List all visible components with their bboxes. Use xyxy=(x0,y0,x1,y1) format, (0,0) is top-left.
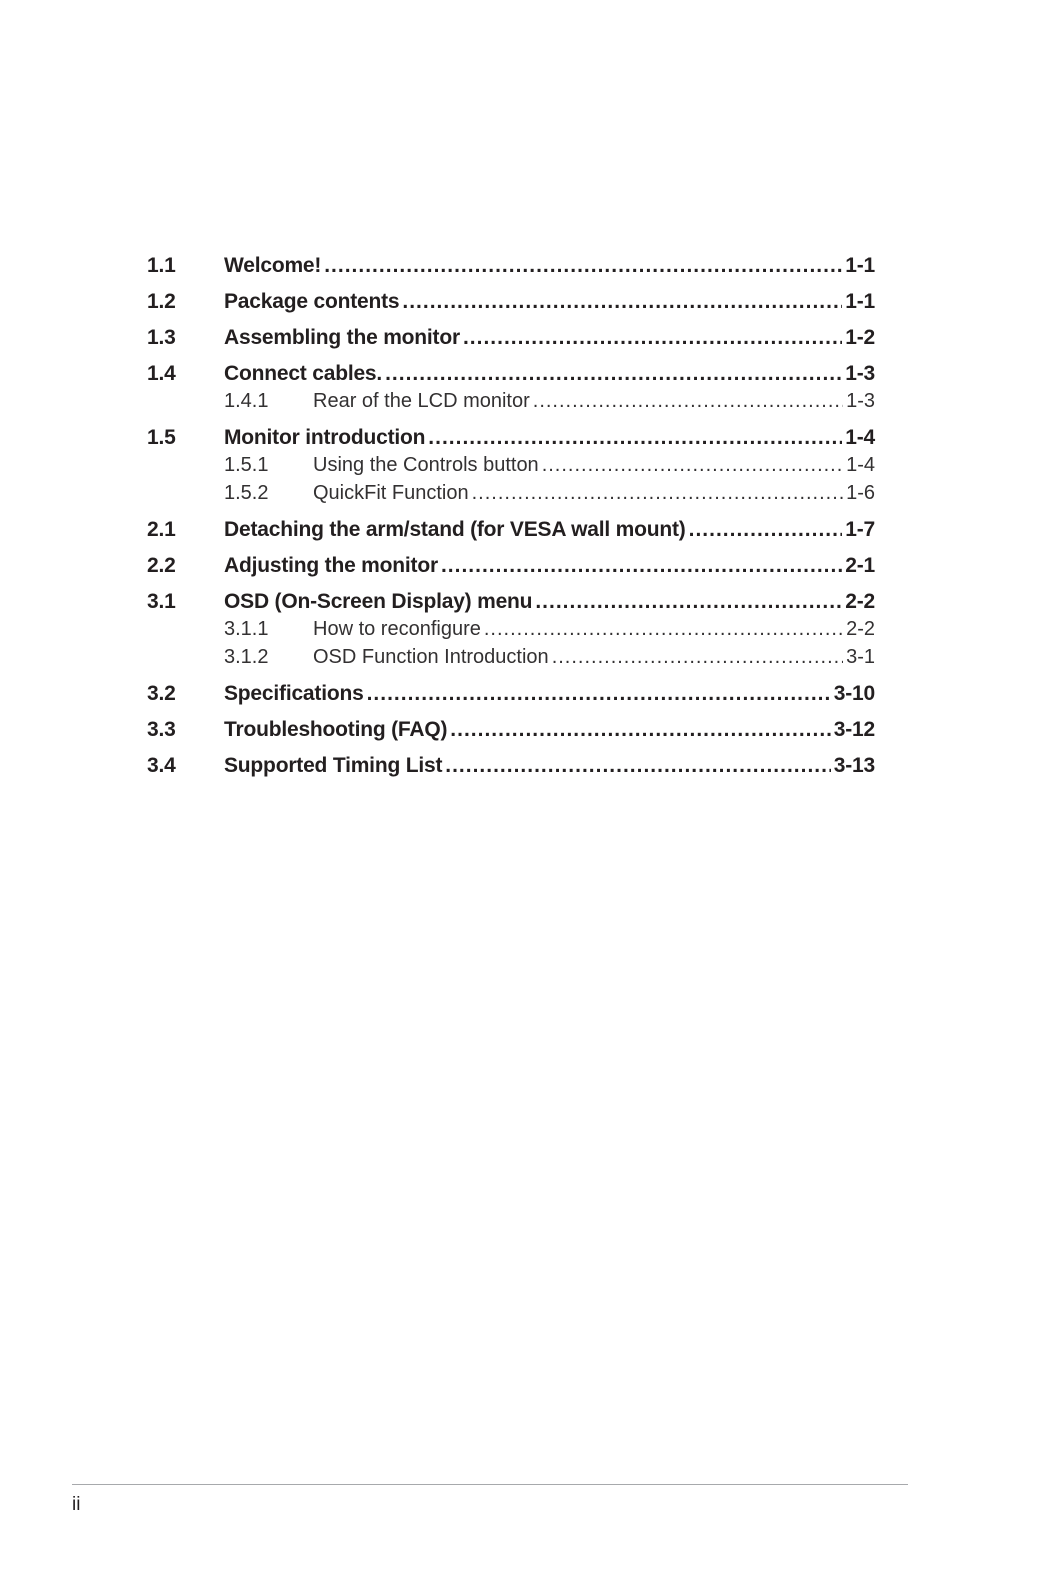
toc-entry-number: 3.2 xyxy=(147,682,176,705)
toc-subentry[interactable] xyxy=(147,390,875,426)
toc-entry-number: 3.1 xyxy=(147,590,176,613)
dot-leader xyxy=(402,290,842,314)
toc-entry-number: 2.1 xyxy=(147,518,176,541)
toc-entry[interactable] xyxy=(147,518,875,554)
toc-entry-page: 2-2 xyxy=(845,590,875,613)
toc-entry[interactable] xyxy=(147,426,875,454)
toc-subentry[interactable] xyxy=(147,454,875,482)
toc-subentry-page: 1-6 xyxy=(846,482,875,504)
dot-leader xyxy=(552,646,843,669)
dot-leader xyxy=(472,482,843,505)
toc-entry[interactable] xyxy=(147,290,875,326)
toc-entry-number: 3.3 xyxy=(147,718,176,741)
dot-leader xyxy=(324,254,842,278)
dot-leader xyxy=(542,454,843,477)
toc-subentry-number: 3.1.2 xyxy=(224,646,269,668)
toc-entry[interactable] xyxy=(147,682,875,718)
toc-subentry-title: OSD Function Introduction xyxy=(313,646,549,668)
toc-entry[interactable] xyxy=(147,362,875,390)
toc-entry-page: 2-1 xyxy=(845,554,875,577)
toc-entry-number: 1.5 xyxy=(147,426,176,449)
toc-entry[interactable] xyxy=(147,554,875,590)
toc-entry-number: 2.2 xyxy=(147,554,176,577)
toc-entry-title: Supported Timing List xyxy=(224,754,443,777)
dot-leader xyxy=(533,390,843,413)
dot-leader xyxy=(367,682,831,706)
toc-subentry-page: 1-4 xyxy=(846,454,875,476)
toc-subentry[interactable] xyxy=(147,646,875,682)
toc-subentry-number: 1.5.2 xyxy=(224,482,269,504)
page-number: ii xyxy=(72,1494,81,1515)
dot-leader xyxy=(445,754,831,778)
toc-subentry-title: Rear of the LCD monitor xyxy=(313,390,530,412)
toc-subentry-title: Using the Controls button xyxy=(313,454,539,476)
toc-entry-title: Monitor introduction xyxy=(224,426,426,449)
toc-entry-title: Welcome! xyxy=(224,254,322,277)
toc-entry-number: 3.4 xyxy=(147,754,176,777)
toc-entry-title: Connect cables. xyxy=(224,362,383,385)
toc-subentry-title: QuickFit Function xyxy=(313,482,469,504)
dot-leader xyxy=(450,718,830,742)
toc-entry-number: 1.4 xyxy=(147,362,176,385)
dot-leader xyxy=(385,362,842,386)
toc-entry-number: 1.3 xyxy=(147,326,176,349)
toc-entry-page: 3-10 xyxy=(833,682,875,705)
toc-entry-number: 1.2 xyxy=(147,290,176,313)
dot-leader xyxy=(484,618,843,641)
toc-entry-title: Assembling the monitor xyxy=(224,326,460,349)
toc-subentry-title: How to reconfigure xyxy=(313,618,481,640)
dot-leader xyxy=(441,554,842,578)
toc-subentry-page: 1-3 xyxy=(846,390,875,412)
toc-entry[interactable] xyxy=(147,254,875,290)
toc-subentry-number: 3.1.1 xyxy=(224,618,269,640)
toc-entry-title: Adjusting the monitor xyxy=(224,554,438,577)
toc-entry-title: OSD (On-Screen Display) menu xyxy=(224,590,533,613)
footer-divider xyxy=(72,1484,908,1485)
dot-leader xyxy=(535,590,842,614)
toc-entry[interactable] xyxy=(147,754,875,790)
toc-entry-page: 1-1 xyxy=(845,254,875,277)
toc-entry-title: Package contents xyxy=(224,290,400,313)
toc-entry[interactable] xyxy=(147,326,875,362)
toc-entry-page: 1-3 xyxy=(845,362,875,385)
dot-leader xyxy=(689,518,843,542)
toc-entry[interactable] xyxy=(147,718,875,754)
toc-subentry-page: 3-1 xyxy=(846,646,875,668)
dot-leader xyxy=(463,326,842,350)
toc-entry[interactable] xyxy=(147,590,875,618)
toc-entry-page: 3-13 xyxy=(833,754,875,777)
toc-entry-page: 1-7 xyxy=(845,518,875,541)
toc-entry-page: 1-2 xyxy=(845,326,875,349)
toc-entry-number: 1.1 xyxy=(147,254,176,277)
toc-entry-page: 1-1 xyxy=(845,290,875,313)
toc-subentry[interactable] xyxy=(147,482,875,518)
toc-entry-page: 1-4 xyxy=(845,426,875,449)
dot-leader xyxy=(428,426,842,450)
toc-subentry[interactable] xyxy=(147,618,875,646)
toc-entry-title: Specifications xyxy=(224,682,364,705)
toc-entry-page: 3-12 xyxy=(833,718,875,741)
toc-entry-title: Troubleshooting (FAQ) xyxy=(224,718,448,741)
toc-subentry-page: 2-2 xyxy=(846,618,875,640)
toc-subentry-number: 1.4.1 xyxy=(224,390,269,412)
table-of-contents xyxy=(147,254,875,790)
toc-entry-title: Detaching the arm/stand (for VESA wall mount) xyxy=(224,518,686,541)
toc-subentry-number: 1.5.1 xyxy=(224,454,269,476)
